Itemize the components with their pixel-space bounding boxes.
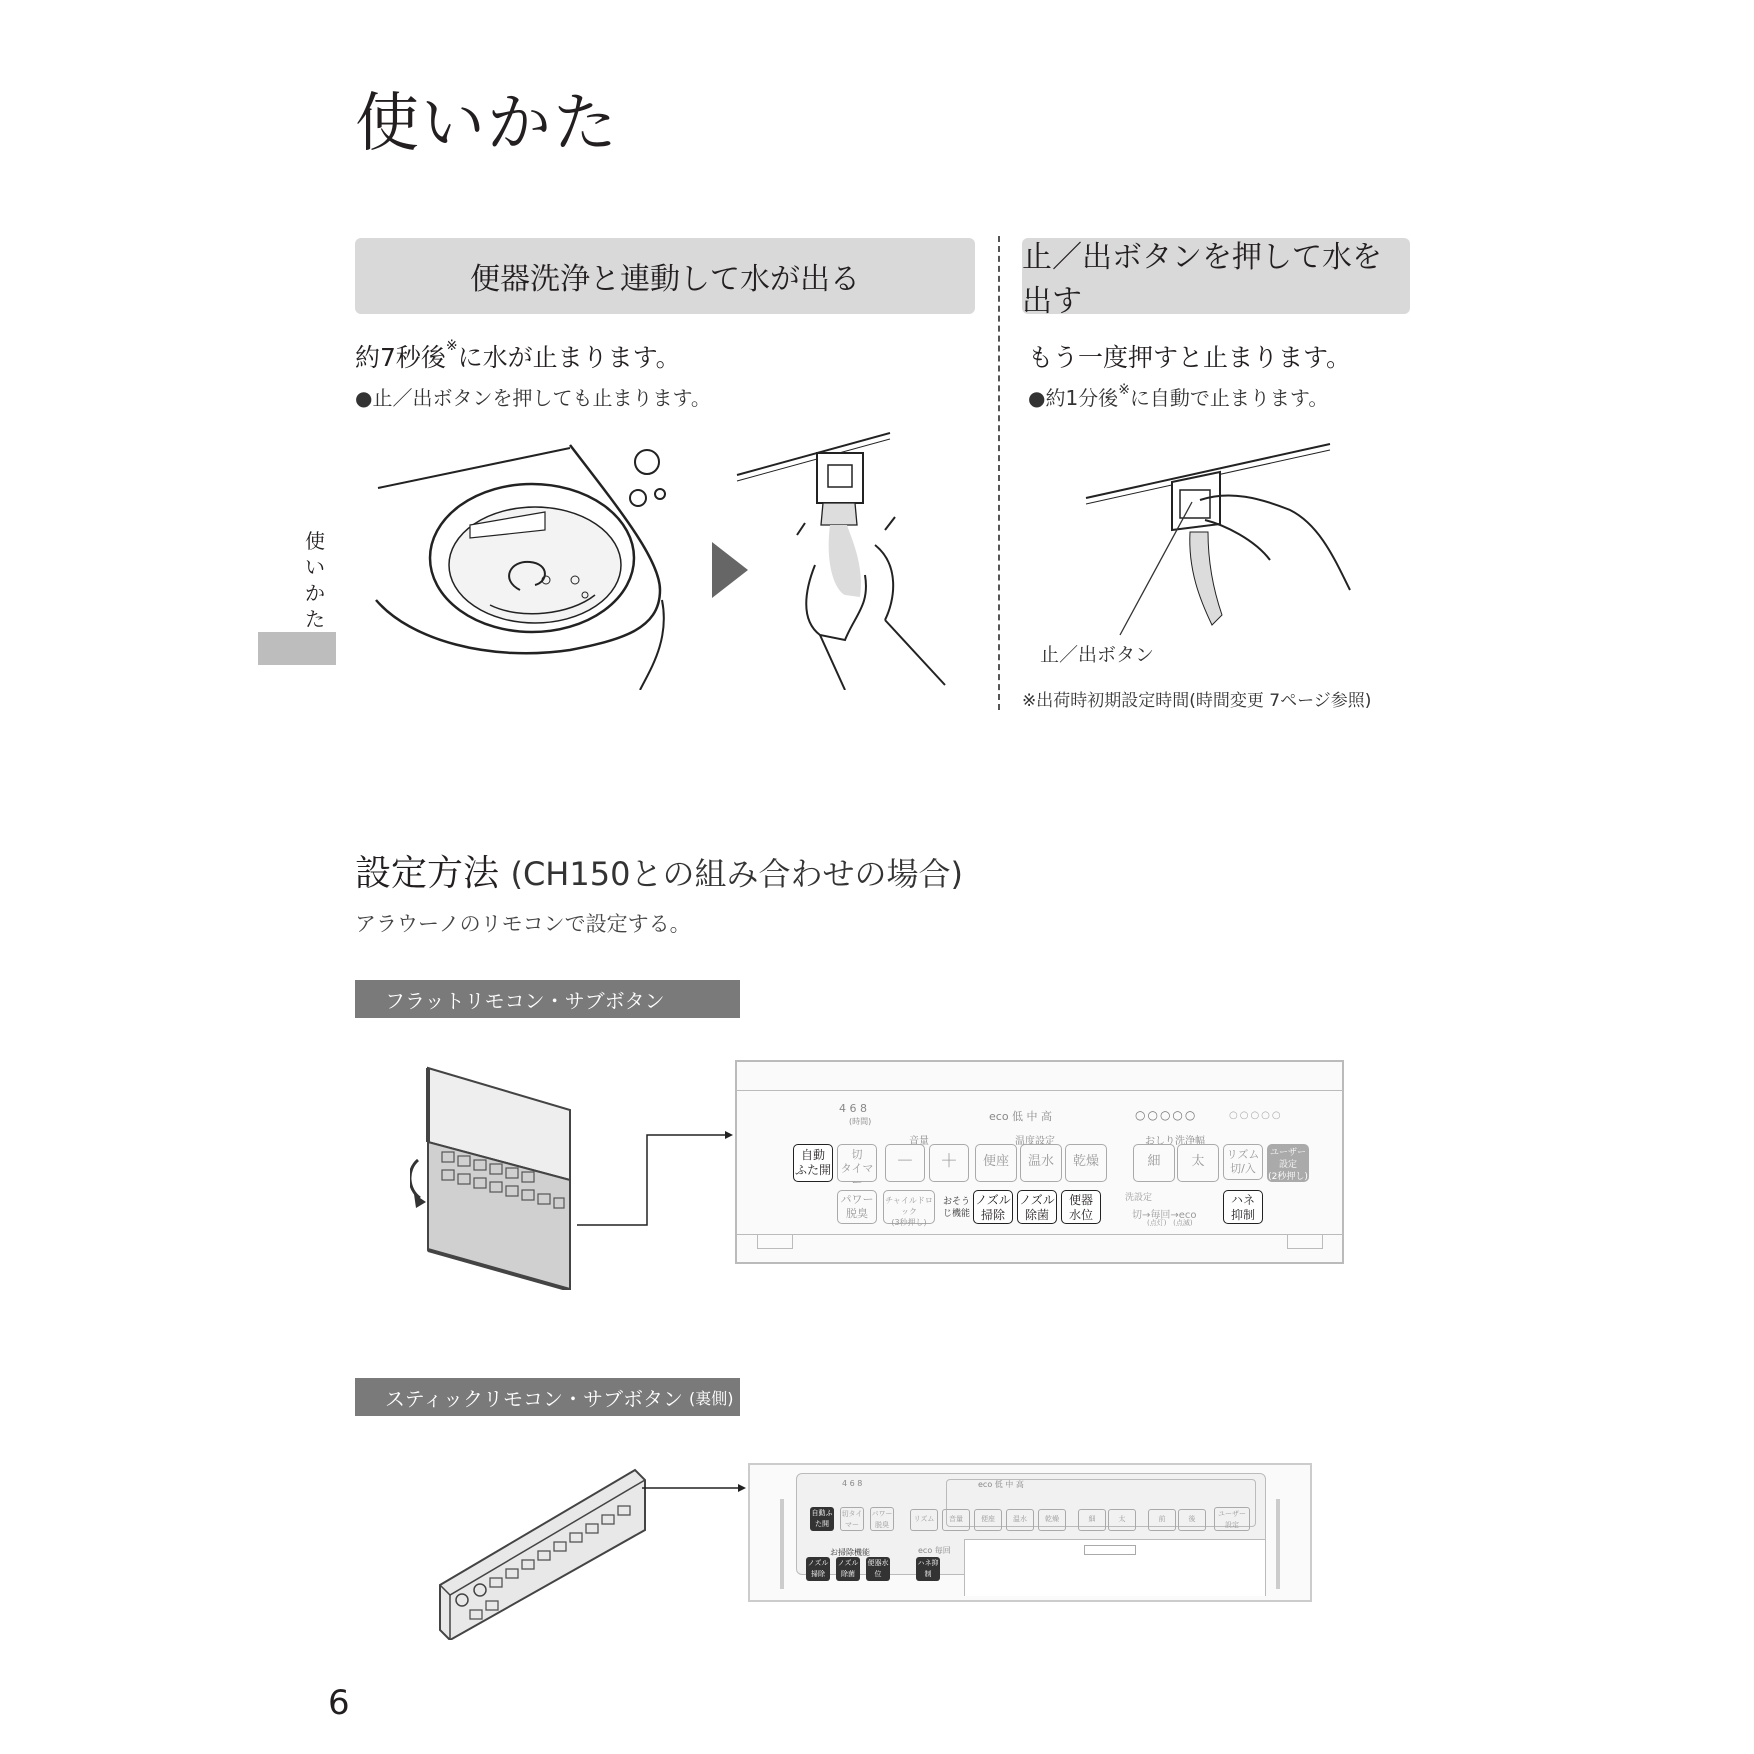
off-timer-button[interactable]: 切 タイマー [837, 1144, 877, 1182]
flat-remote-band: フラットリモコン・サブボタン [355, 980, 740, 1018]
stick-narrow-button[interactable]: 細 [1078, 1509, 1106, 1531]
child-lock-button[interactable]: チャイルドロック (3秒押し) [883, 1190, 935, 1224]
right-panel-header: 止／出ボタンを押して水を出す [1022, 238, 1410, 314]
panel-bottom-divider [737, 1234, 1342, 1235]
stick-remote-band: スティックリモコン・サブボタン (裏側) [355, 1378, 740, 1416]
width-label: おしり洗浄幅 [1145, 1136, 1205, 1147]
stick-remote-device [430, 1460, 650, 1640]
flat-remote-pointer [575, 1130, 735, 1230]
stick-cleaning-label: お掃除機能 [830, 1548, 870, 1557]
left-panel-header: 便器洗浄と連動して水が出る [355, 238, 975, 314]
stick-eco-row: eco 低 中 高 [978, 1480, 1024, 1489]
panel-foot-right [1287, 1234, 1323, 1249]
stick-off-timer-button[interactable]: 切タイマー [840, 1507, 864, 1531]
settings-description: アラウーノのリモコンで設定する。 [355, 912, 691, 936]
side-tab-marker [258, 632, 336, 665]
cycle-label: 切→毎回→eco [1132, 1210, 1197, 1221]
rhythm-button[interactable]: リズム 切/入 [1223, 1144, 1263, 1180]
eco-row: eco 低 中 高 [989, 1110, 1053, 1123]
osouji-label: おそうじ機能 [943, 1197, 971, 1219]
volume-down-button[interactable]: － [885, 1144, 925, 1182]
stick-rhythm-button[interactable]: リズム [910, 1509, 938, 1531]
hand-washing-illustration [735, 425, 965, 690]
timer-unit: (時間) [849, 1117, 872, 1126]
stick-power-deodorize-button[interactable]: パワー脱臭 [870, 1507, 894, 1531]
stick-panel-rail-right [1276, 1499, 1280, 1589]
temp-label: 温度設定 [1015, 1136, 1055, 1147]
bowl-water-level-button[interactable]: 便器 水位 [1061, 1190, 1101, 1224]
stick-nozzle-clean-button[interactable]: ノズル掃除 [806, 1557, 830, 1581]
narrow-button[interactable]: 細 [1133, 1144, 1175, 1182]
stick-water-temp-button[interactable]: 温水 [1006, 1509, 1034, 1531]
right-panel-lead: もう一度押すと止まります。 [1028, 343, 1352, 372]
panel-foot-left [757, 1234, 793, 1249]
right-panel-bullet: ●約1分後※に自動で止まります。 [1028, 382, 1329, 410]
stick-eco2-label: eco 毎回 [918, 1546, 951, 1555]
stick-remote-pointer [640, 1478, 750, 1498]
cycle-sub-label: (点灯) (点滅) [1147, 1219, 1193, 1227]
left-panel-lead: 約7秒後※に水が止まります。 [355, 338, 681, 372]
volume-up-button[interactable]: ＋ [929, 1144, 969, 1182]
stick-splash-suppress-button[interactable]: ハネ抑制 [916, 1557, 940, 1581]
power-deodorize-button[interactable]: パワー 脱臭 [837, 1190, 877, 1224]
stick-front-button[interactable]: 前 [1148, 1509, 1176, 1531]
dryer-button[interactable]: 乾燥 [1065, 1144, 1107, 1182]
stick-nozzle-sterilize-button[interactable]: ノズル除菌 [836, 1557, 860, 1581]
splash-suppress-button[interactable]: ハネ 抑制 [1223, 1190, 1263, 1224]
stop-start-button-caption: 止／出ボタン [1040, 644, 1155, 666]
wide-button[interactable]: 太 [1177, 1144, 1219, 1182]
stick-wide-button[interactable]: 太 [1108, 1509, 1136, 1531]
timer-nums: 4 6 8 [839, 1102, 867, 1115]
nozzle-sterilize-button[interactable]: ノズル 除菌 [1017, 1190, 1057, 1224]
auto-lid-open-button[interactable]: 自動 ふた開 [793, 1144, 833, 1182]
width-indicator-dots: ○○○○○ [1135, 1108, 1198, 1122]
stick-dryer-button[interactable]: 乾燥 [1038, 1509, 1066, 1531]
flat-remote-panel [735, 1060, 1344, 1264]
stick-user-settings-button[interactable]: ユーザー設定 [1214, 1507, 1250, 1531]
flat-remote-device [410, 1060, 590, 1290]
settings-title: 設定方法 (CH150との組み合わせの場合) [355, 853, 963, 894]
page-number: 6 [328, 1683, 350, 1723]
stick-nums: 4 6 8 [842, 1479, 863, 1488]
side-label: 使いかた [305, 529, 325, 631]
stick-remote-panel [748, 1463, 1312, 1602]
page-title: 使いかた [355, 87, 619, 161]
nozzle-setting-label: 洗設定 [1125, 1193, 1153, 1203]
left-panel-bullet: ●止／出ボタンを押しても止まります。 [355, 386, 711, 410]
button-press-illustration [1080, 440, 1360, 640]
nozzle-clean-button[interactable]: ノズル 掃除 [973, 1190, 1013, 1224]
stick-panel-rail-left [780, 1499, 784, 1589]
seat-temp-button[interactable]: 便座 [975, 1144, 1017, 1182]
stick-back-button[interactable]: 後 [1178, 1509, 1206, 1531]
column-divider [998, 236, 1000, 710]
toilet-bowl-illustration [370, 430, 670, 690]
stick-bowl-water-button[interactable]: 便器水位 [866, 1557, 890, 1581]
stick-volume-button[interactable]: 音量 [942, 1509, 970, 1531]
stick-panel-slot [1084, 1545, 1136, 1555]
panel-divider [737, 1090, 1342, 1091]
footnote: ※出荷時初期設定時間(時間変更 7ページ参照) [1022, 691, 1372, 711]
stick-seat-button[interactable]: 便座 [974, 1509, 1002, 1531]
user-indicator-dots: ○○○○○ [1229, 1110, 1283, 1121]
volume-label: 音量 [909, 1136, 929, 1147]
water-temp-button[interactable]: 温水 [1020, 1144, 1062, 1182]
stick-auto-lid-button[interactable]: 自動ふた開 [810, 1507, 834, 1531]
user-settings-button[interactable]: ユーザー設定 (2秒押し) [1267, 1144, 1309, 1182]
